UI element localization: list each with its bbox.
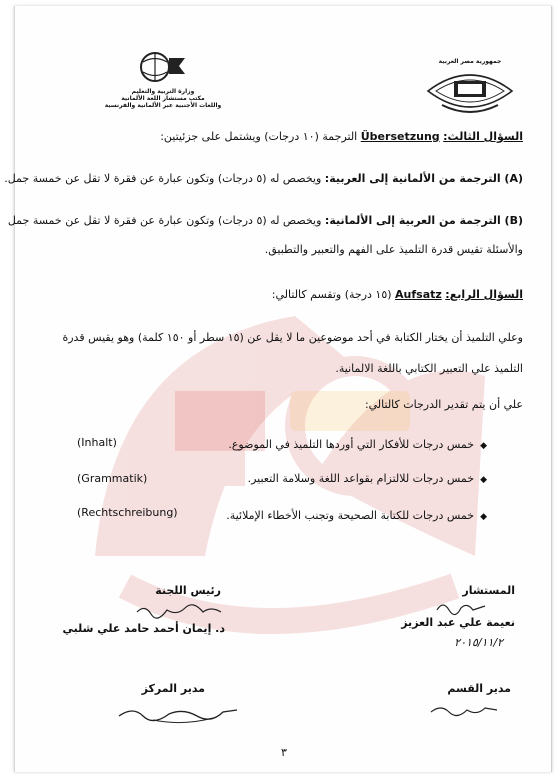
bullet-icon: ◆ bbox=[480, 441, 487, 451]
chair-name: د. إيمان أحمد حامد علي شلبي bbox=[62, 622, 225, 635]
bullet-icon: ◆ bbox=[480, 512, 487, 522]
q3-a-label: (A) الترجمة من الألمانية إلى العربية: bbox=[324, 172, 523, 185]
q3-part-a bbox=[4, 172, 523, 185]
ministry-line-3: واللغات الأجنبية عبر الألمانية والفرنسية bbox=[104, 102, 222, 109]
republic-line: جمهورية مصر العربية bbox=[438, 58, 502, 65]
document-page bbox=[4, 6, 552, 772]
grading-item bbox=[226, 509, 487, 522]
grading-item bbox=[248, 472, 487, 485]
advisor-title: المستشار bbox=[462, 584, 515, 597]
ministry-line-1: وزارة التربية والتعليم bbox=[131, 88, 195, 95]
grading-item-text: خمس درجات للأفكار التي أوردها التلميذ في الموضوع. bbox=[228, 438, 475, 451]
q3-note: والأسئلة تقيس قدرة التلميذ على الفهم والتعبير والتطبيق. bbox=[264, 243, 523, 256]
advisor-date: ٢٠١٥/١١/٢ bbox=[454, 636, 503, 649]
q4-para-2: التلميذ علي التعبير الكتابي باللغة الالمانية. bbox=[335, 362, 523, 375]
republic-logo bbox=[415, 58, 525, 121]
q4-para-1: وعلي التلميذ أن يختار الكتابة في أحد موضوعين ما لا يقل عن (١٥ سطر أو ١٥٠ كلمة) وهو يقيس قدرة bbox=[62, 331, 523, 344]
globe-logo-icon bbox=[135, 50, 191, 84]
center-signature bbox=[113, 700, 243, 726]
chair-title: رئيس اللجنة bbox=[155, 584, 221, 597]
q3-heading bbox=[160, 130, 523, 143]
advisor-signature bbox=[433, 598, 491, 616]
q4-heading bbox=[272, 288, 523, 301]
q4-desc: (١٥ درجة) وتقسم كالتالي: bbox=[271, 288, 392, 301]
ministry-line-2: مكتب مستشار اللغة الألمانية bbox=[121, 95, 205, 102]
ministry-logo bbox=[93, 50, 233, 109]
q3-b-label: (B) الترجمة من العربية إلى الألمانية: bbox=[324, 214, 523, 227]
head-title: مدير القسم bbox=[447, 682, 511, 695]
q3-b-text: ويخصص له (٥ درجات) وتكون عبارة عن فقرة لا تقل عن خمسة جمل bbox=[7, 214, 322, 227]
q3-a-text: ويخصص له (٥ درجات) وتكون عبارة عن فقرة لا تقل عن خمسة جمل. bbox=[4, 172, 322, 185]
bullet-icon: ◆ bbox=[480, 475, 487, 485]
page-number: ٣ bbox=[281, 746, 287, 759]
q4-term: Aufsatz bbox=[395, 288, 442, 301]
q3-term: Übersetzung bbox=[360, 130, 440, 143]
head-signature bbox=[427, 700, 501, 720]
q3-label: السؤال الثالث: bbox=[443, 130, 523, 143]
q4-grading-intro: علي أن يتم تقدير الدرجات كالتالي: bbox=[364, 398, 523, 411]
grading-item-term: (Rechtschreibung) bbox=[77, 506, 178, 519]
grading-item-text: خمس درجات للالتزام بقواعد اللغة وسلامة التعبير. bbox=[247, 472, 475, 485]
advisor-name: نعيمة علي عبد العزيز bbox=[401, 616, 515, 629]
chair-signature bbox=[133, 602, 225, 620]
q3-part-b bbox=[8, 214, 523, 227]
center-title: مدير المركز bbox=[141, 682, 205, 695]
emblem-logo-icon bbox=[422, 65, 518, 117]
q4-label: السؤال الرابع: bbox=[445, 288, 523, 301]
grading-item-term: (Inhalt) bbox=[77, 436, 117, 449]
grading-item-text: خمس درجات للكتابة الصحيحة وتجنب الأخطاء الإملائية. bbox=[226, 509, 475, 522]
grading-item bbox=[228, 438, 487, 451]
grading-item-term: (Grammatik) bbox=[77, 472, 148, 485]
q3-desc: الترجمة (١٠ درجات) ويشتمل على جزئيتين: bbox=[160, 130, 358, 143]
